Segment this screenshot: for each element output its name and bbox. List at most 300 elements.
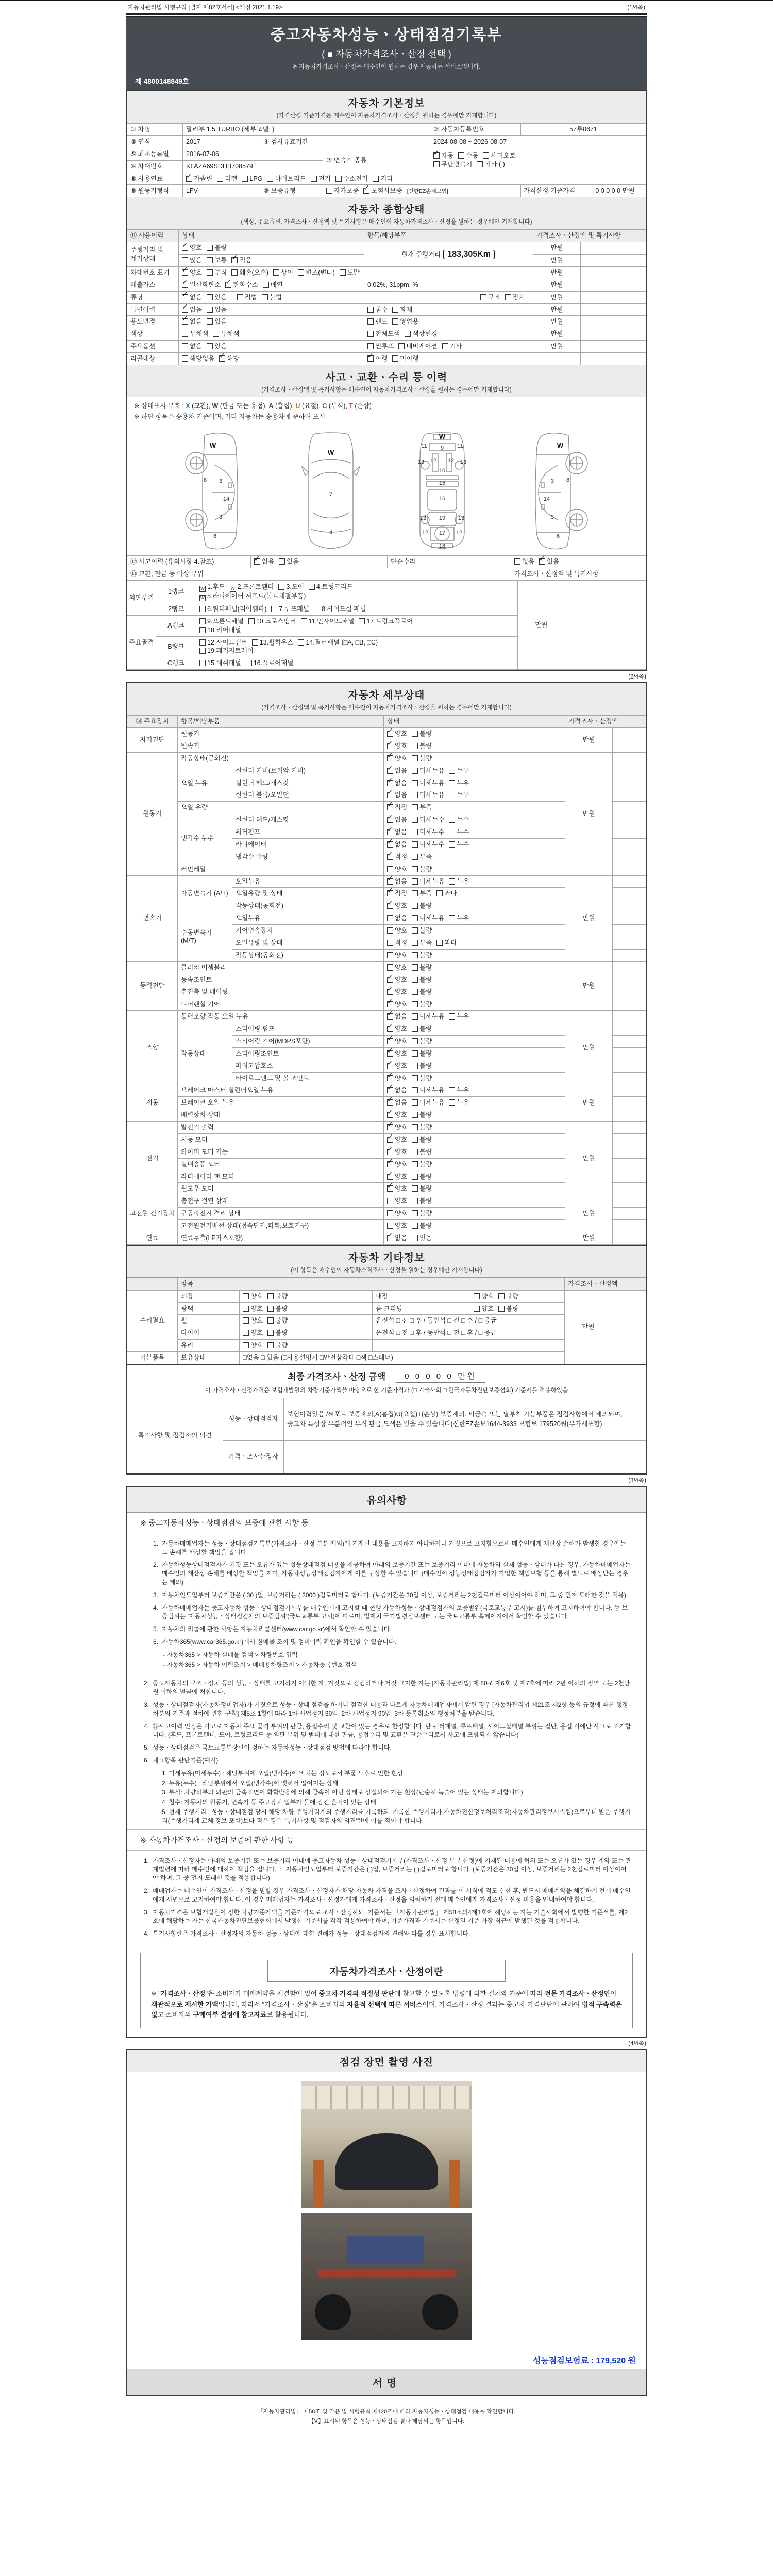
checkbox[interactable]	[412, 768, 418, 774]
item-name: 와이퍼 모터 기능	[178, 1146, 384, 1158]
checkbox-item	[480, 293, 500, 302]
checkbox[interactable]	[387, 841, 393, 848]
checkbox[interactable]	[449, 878, 455, 885]
checkbox[interactable]	[433, 161, 440, 167]
checkbox[interactable]	[387, 952, 393, 958]
diagram-label-16: 16	[439, 496, 446, 502]
checkbox[interactable]	[367, 318, 374, 325]
checkbox-label: 화재	[400, 306, 413, 313]
checkbox[interactable]	[449, 1087, 455, 1093]
checkbox[interactable]	[412, 866, 418, 872]
checkbox-item	[199, 659, 241, 668]
checkbox[interactable]	[267, 1330, 274, 1336]
checkbox-label: 양호	[395, 742, 408, 750]
checkbox-item	[412, 1025, 432, 1033]
item-name: 고전원전기배선 상태(접속단자,피복,보호기구)	[178, 1220, 384, 1232]
checkbox[interactable]	[387, 755, 393, 761]
checkbox[interactable]	[474, 1306, 480, 1312]
checkbox[interactable]	[392, 355, 398, 362]
checkbox[interactable]	[182, 318, 188, 325]
checkbox[interactable]	[231, 257, 238, 263]
notice-item-number: 3.	[143, 1701, 149, 1709]
item-name: 충전구 절연 상태	[178, 1195, 384, 1208]
checkbox-item	[387, 1160, 407, 1169]
checkbox[interactable]	[199, 648, 206, 654]
checkbox[interactable]	[387, 1099, 393, 1106]
checkbox[interactable]	[207, 269, 213, 276]
checkbox[interactable]	[398, 343, 405, 349]
checkbox[interactable]	[449, 915, 455, 921]
checkbox[interactable]	[412, 1050, 418, 1057]
checkbox[interactable]	[301, 618, 307, 624]
checkbox[interactable]	[243, 1306, 249, 1312]
checkbox[interactable]	[340, 269, 346, 276]
checkbox[interactable]	[412, 1198, 418, 1204]
checkbox[interactable]	[359, 618, 365, 624]
td-element	[581, 266, 646, 279]
checkbox-label: 전기	[318, 175, 331, 182]
checkbox[interactable]	[387, 1124, 393, 1130]
checkbox-item	[539, 557, 559, 566]
checkbox[interactable]	[412, 927, 418, 934]
checkbox[interactable]	[182, 355, 188, 362]
checkbox[interactable]	[387, 890, 393, 896]
td-element	[612, 1290, 646, 1364]
checkbox-item	[412, 767, 444, 775]
checkbox[interactable]	[182, 294, 188, 300]
checkbox[interactable]	[267, 1293, 274, 1299]
td-element	[613, 1220, 646, 1232]
checkbox[interactable]	[412, 792, 418, 798]
checkbox[interactable]	[387, 780, 393, 786]
checkbox-item	[230, 583, 274, 592]
checkbox[interactable]	[314, 606, 320, 612]
document-number: 제 4800148849호	[135, 78, 189, 86]
checkbox-item	[298, 638, 378, 647]
checkbox[interactable]	[387, 768, 393, 774]
td-element: 만원	[565, 1195, 613, 1232]
legend-part: (흠집),	[273, 402, 296, 410]
checkbox[interactable]	[182, 269, 188, 276]
checkbox[interactable]	[373, 176, 379, 182]
definition-segment: 구매여부 결정에 참고자료	[193, 2011, 267, 2019]
td-element	[581, 328, 646, 341]
checkbox-item	[449, 767, 469, 775]
definition-segment: 중고차 가격의 적절성 판단	[318, 1989, 395, 1997]
checkbox[interactable]	[182, 245, 188, 251]
checkbox[interactable]	[412, 964, 418, 971]
checkbox[interactable]	[387, 903, 393, 909]
checkbox[interactable]	[199, 660, 206, 666]
td-element	[613, 1060, 646, 1072]
tr-element	[127, 353, 646, 365]
checkbox[interactable]	[363, 188, 369, 194]
checkbox[interactable]	[207, 245, 213, 251]
td-element	[384, 740, 565, 752]
price-option-note: ※ 자동차가격조사ㆍ산정은 매수인이 원하는 경우 제공하는 서비스입니다.	[292, 64, 481, 70]
g-element	[544, 442, 569, 539]
checkbox[interactable]	[387, 1210, 393, 1216]
checkbox[interactable]	[387, 1149, 393, 1155]
td-element: 운전석 □ 전 □ 후 / 동반석 □ 전 □ 후 / □ 응급	[373, 1327, 565, 1340]
notice-item-text: 가격조사ㆍ산정자는 아래의 보증기간 또는 보증거리 이내에 중고자동차 성능ㆍ상태점검기록부(가격조사ㆍ산정 부분 한정)에 기재된 내용에 허위 또는 오류가 있는 경우 계약 또는 관계법령에 따라 매수인에 대하여 책임을 집니다. ㆍ 자동차인도일부터 보증기간은 ( )일, 보증거리는 ( )킬로미터로 합니다. (보증기간은 30일 이상, 보증거리는 2천킬로미터 이상이어야 하며, 그 중 먼저 도래한 것을 적용합니다)	[153, 1857, 632, 1882]
checkbox[interactable]	[412, 854, 418, 860]
checkbox[interactable]	[436, 890, 443, 896]
diagram-label-3: 3	[219, 478, 223, 485]
checkbox[interactable]: W	[230, 585, 235, 591]
checkbox[interactable]	[498, 1293, 505, 1299]
checkbox[interactable]	[182, 343, 188, 349]
checkbox-item	[505, 293, 525, 302]
td-element	[613, 1097, 646, 1109]
th-element: 상태	[179, 230, 364, 242]
tr-element	[127, 728, 646, 740]
diagram-label-6: 6	[213, 533, 217, 540]
checkbox[interactable]	[387, 915, 393, 921]
checkbox-label: 양호	[395, 1001, 408, 1008]
checkbox-item	[477, 160, 505, 169]
checkbox[interactable]	[387, 1235, 393, 1241]
checkbox[interactable]	[412, 1075, 418, 1081]
checkbox[interactable]	[271, 606, 277, 612]
checkbox-item	[242, 175, 262, 183]
tr-element	[127, 316, 646, 328]
checkbox[interactable]	[182, 331, 188, 337]
td-element	[613, 1232, 646, 1244]
checkbox-label: 없음	[395, 914, 408, 922]
checkbox[interactable]	[387, 792, 393, 798]
checkbox-label: LPG	[249, 175, 263, 182]
checkbox-item	[412, 976, 432, 985]
checkbox[interactable]	[207, 307, 213, 313]
checkbox-label: 양호	[395, 927, 408, 934]
checkbox[interactable]	[412, 1149, 418, 1155]
td-element	[613, 1035, 646, 1047]
checkbox[interactable]	[387, 1112, 393, 1118]
checkbox[interactable]	[243, 1317, 249, 1324]
checkbox[interactable]	[309, 584, 315, 590]
checkbox[interactable]	[252, 639, 258, 646]
checkbox[interactable]	[217, 176, 223, 182]
checkbox[interactable]	[237, 294, 243, 300]
td-element	[613, 863, 646, 875]
checkbox-item	[263, 281, 283, 290]
checkbox[interactable]	[412, 780, 418, 786]
checkbox-item	[243, 1329, 263, 1337]
legend-part: (교환),	[190, 402, 212, 410]
checkbox[interactable]	[367, 331, 374, 337]
checkbox[interactable]	[335, 176, 342, 182]
checkbox[interactable]	[412, 829, 418, 835]
tr-element	[127, 266, 646, 279]
checkbox[interactable]	[367, 307, 374, 313]
item-name: 커먼레일	[178, 863, 384, 875]
checkbox[interactable]	[225, 282, 231, 288]
checkbox[interactable]	[412, 841, 418, 848]
diagram-label-8: 8	[203, 477, 207, 484]
final-price-label: 최종 가격조사ㆍ산정 금액	[288, 1371, 386, 1382]
checkbox[interactable]	[505, 294, 511, 300]
checkbox[interactable]	[474, 1293, 480, 1299]
checkbox[interactable]	[387, 964, 393, 971]
checkbox[interactable]	[412, 731, 418, 737]
checkbox-label: 17.트렁크플로어	[366, 617, 413, 625]
checkbox[interactable]	[387, 1174, 393, 1180]
checkbox[interactable]	[387, 1161, 393, 1167]
checkbox[interactable]	[514, 558, 520, 565]
checkbox-label: 양호	[395, 1148, 408, 1156]
checkbox[interactable]	[186, 176, 192, 182]
checkbox-item	[298, 268, 335, 277]
checkbox[interactable]	[254, 558, 260, 565]
checkbox[interactable]	[458, 152, 464, 159]
notice-item-text: 자동차매매업자는 중고자동차 성능ㆍ상태점검기록부를 매수인에게 고지할 때 현행 자동차성능ㆍ상태점검자의 보증범위(국토교통부 고시)를 첨부하여 고지하여야 합니다. 동 보증범위는 '자동차성능ㆍ상태점검자의 보증범위'(국토교통부 고시)에 따르며, 법제처 국가법령정보센터 또는 국토교통부 홈페이지에서 확인할 수 있습니다.	[162, 1604, 628, 1620]
checkbox[interactable]	[412, 1013, 418, 1020]
checkbox[interactable]	[207, 318, 213, 325]
checkbox[interactable]	[412, 989, 418, 995]
td-element	[613, 900, 646, 912]
checkbox-item	[449, 828, 469, 837]
legend-part: ※ 상태표시 부호 :	[134, 402, 186, 410]
checkbox[interactable]	[387, 989, 393, 995]
checkbox-item	[474, 1292, 494, 1301]
checkbox[interactable]	[412, 1185, 418, 1192]
checkbox[interactable]	[392, 318, 398, 325]
checkbox[interactable]	[387, 977, 393, 983]
checkbox[interactable]	[412, 1161, 418, 1167]
checkbox[interactable]	[412, 804, 418, 810]
checkbox[interactable]	[207, 257, 213, 263]
checkbox[interactable]	[412, 1174, 418, 1180]
checkbox[interactable]	[199, 618, 206, 624]
checkbox[interactable]	[267, 1342, 274, 1348]
checkbox[interactable]	[449, 792, 455, 798]
checkbox-item	[449, 779, 469, 788]
checkbox[interactable]	[267, 176, 273, 182]
checkbox[interactable]	[278, 584, 284, 590]
checkbox[interactable]	[262, 294, 268, 300]
checkbox-item	[412, 1160, 432, 1169]
rank-label: 1랭크	[156, 581, 196, 603]
checkbox[interactable]	[387, 866, 393, 872]
detail-subtitle: (가격조사ㆍ산정액 및 특기사항은 매수인이 자동차가격조사ㆍ산정을 원하는 경우에만 기재합니다)	[261, 705, 512, 711]
item-name: 클러치 어셈블리	[178, 961, 384, 974]
checkbox[interactable]	[412, 755, 418, 761]
checkbox[interactable]	[449, 1099, 455, 1106]
notice-item-number: 4.	[153, 1604, 158, 1612]
td-element	[384, 1195, 565, 1208]
checkbox[interactable]	[279, 558, 285, 565]
checkbox-label: 9.프론트패널	[207, 617, 244, 625]
inspection-photo-1	[301, 2081, 472, 2208]
checkbox[interactable]	[242, 176, 248, 182]
checkbox[interactable]	[387, 1198, 393, 1204]
checkbox-label: 탄화수소	[233, 281, 258, 289]
checkbox[interactable]	[392, 307, 398, 313]
checkbox[interactable]	[412, 743, 418, 749]
checkbox-label: 부족	[419, 890, 432, 897]
checkbox[interactable]	[449, 1013, 455, 1020]
checkbox[interactable]	[387, 854, 393, 860]
checkbox[interactable]	[412, 1063, 418, 1069]
checkbox[interactable]	[298, 269, 304, 276]
checkbox[interactable]	[387, 731, 393, 737]
checkbox[interactable]	[246, 660, 252, 666]
checkbox[interactable]	[539, 558, 545, 565]
checkbox[interactable]	[412, 1087, 418, 1093]
checkbox[interactable]: W	[200, 585, 205, 591]
td-element	[384, 875, 565, 888]
checkbox[interactable]	[449, 841, 455, 848]
checkbox-label: 19.패키지트레이	[207, 647, 254, 655]
checkbox[interactable]	[412, 1001, 418, 1007]
checkbox[interactable]	[367, 343, 374, 349]
checkbox[interactable]	[311, 176, 317, 182]
checkbox[interactable]	[387, 743, 393, 749]
checkbox[interactable]	[387, 1087, 393, 1093]
checkbox[interactable]	[243, 1342, 249, 1348]
price-survey-definition-title: 자동차가격조사ㆍ산정이란	[267, 1960, 506, 1982]
checkbox[interactable]	[387, 1063, 393, 1069]
checkbox[interactable]	[387, 1223, 393, 1229]
checkbox[interactable]	[449, 780, 455, 786]
checkbox[interactable]	[412, 1210, 418, 1216]
checkbox[interactable]	[412, 1235, 418, 1241]
checkbox[interactable]	[449, 817, 455, 823]
checkbox[interactable]	[412, 1038, 418, 1044]
checkbox[interactable]	[412, 940, 418, 946]
checkbox[interactable]	[498, 1306, 505, 1312]
checkbox[interactable]	[387, 804, 393, 810]
tr-element	[127, 279, 646, 291]
checkbox[interactable]	[387, 817, 393, 823]
checkbox[interactable]	[219, 355, 225, 362]
checkbox[interactable]	[436, 940, 443, 946]
document-page	[126, 1, 647, 2427]
checkbox[interactable]	[387, 927, 393, 934]
checkbox[interactable]	[182, 257, 188, 263]
checkbox[interactable]	[267, 1317, 274, 1324]
checkbox[interactable]	[412, 890, 418, 896]
checkbox[interactable]	[412, 952, 418, 958]
checkbox[interactable]	[412, 1137, 418, 1143]
checkbox-label: 일산화탄소	[190, 281, 221, 289]
checkbox[interactable]	[387, 940, 393, 946]
checkbox[interactable]	[387, 1185, 393, 1192]
checkbox[interactable]	[405, 331, 411, 337]
checkbox[interactable]	[412, 903, 418, 909]
checkbox[interactable]	[248, 618, 255, 624]
checkbox[interactable]	[182, 282, 188, 288]
checkbox[interactable]	[412, 1099, 418, 1106]
checkbox-item	[199, 638, 247, 647]
diagram-label-W: W	[557, 442, 564, 450]
checkbox-label: 미세누유	[419, 1087, 445, 1094]
checkbox[interactable]	[367, 355, 374, 362]
checkbox-item	[213, 330, 239, 338]
checkbox[interactable]	[298, 639, 304, 646]
checkbox[interactable]	[412, 1223, 418, 1229]
checkbox[interactable]	[387, 1038, 393, 1044]
checkbox-item	[387, 828, 407, 837]
checkbox[interactable]	[273, 269, 279, 276]
checkbox[interactable]	[477, 161, 483, 167]
checkbox[interactable]	[387, 1050, 393, 1057]
checkbox[interactable]	[449, 768, 455, 774]
checkbox[interactable]	[263, 282, 269, 288]
checkbox[interactable]	[412, 1124, 418, 1130]
checkbox[interactable]	[387, 878, 393, 885]
checkbox-label: 8.사이드실 패널	[322, 605, 366, 613]
checkbox[interactable]	[387, 1026, 393, 1032]
checkbox[interactable]	[412, 977, 418, 983]
checkbox-label: 누유	[457, 1013, 469, 1021]
checkbox[interactable]	[387, 1137, 393, 1143]
checkbox[interactable]	[412, 817, 418, 823]
checkbox[interactable]	[483, 152, 489, 159]
checkbox-label: 7.루프패널	[279, 605, 310, 613]
checkbox[interactable]	[387, 1013, 393, 1020]
checkbox-label: 불량	[419, 1222, 432, 1229]
checkbox[interactable]	[199, 606, 206, 612]
checkbox[interactable]	[433, 152, 440, 159]
notice-item-number: 1.	[153, 1539, 158, 1547]
path-element	[204, 454, 237, 532]
tbody-element	[127, 1398, 646, 1473]
checkbox[interactable]	[326, 188, 332, 194]
checkbox[interactable]	[387, 829, 393, 835]
checkbox[interactable]	[243, 1330, 249, 1336]
item-name: 실린더 커버(로커암 커버)	[232, 765, 384, 777]
td-element	[613, 949, 646, 961]
checkbox[interactable]	[182, 307, 188, 313]
checkbox[interactable]	[231, 269, 238, 276]
checkbox[interactable]	[207, 294, 213, 300]
notice-item	[150, 1591, 632, 1600]
checkbox-item	[182, 342, 202, 351]
checkbox[interactable]	[267, 1306, 274, 1312]
appraiser-opinion-text	[284, 1440, 646, 1473]
checkbox[interactable]	[199, 639, 206, 646]
checkbox[interactable]	[449, 829, 455, 835]
checkbox[interactable]: W	[200, 595, 205, 600]
checkbox[interactable]	[412, 1112, 418, 1118]
checkbox-item	[412, 742, 432, 751]
checkbox[interactable]	[387, 1075, 393, 1081]
td-element	[613, 1158, 646, 1171]
checkbox[interactable]	[412, 878, 418, 885]
checkbox[interactable]	[243, 1293, 249, 1299]
checkbox[interactable]	[412, 915, 418, 921]
td-element	[364, 328, 533, 341]
checkbox[interactable]	[387, 1001, 393, 1007]
checkbox[interactable]	[207, 343, 213, 349]
path-element	[203, 433, 238, 549]
rank-label: C랭크	[156, 657, 196, 670]
checkbox-item	[412, 1000, 432, 1009]
checkbox[interactable]	[213, 331, 219, 337]
checkbox[interactable]	[199, 627, 206, 633]
checkbox-label: 양호	[250, 1304, 263, 1312]
td-element	[384, 777, 565, 789]
checkbox[interactable]	[442, 343, 448, 349]
checkbox-item	[182, 317, 202, 326]
checkbox[interactable]	[480, 294, 486, 300]
item-name: 윈도우 모터	[178, 1183, 384, 1195]
tr-element	[127, 716, 646, 728]
checkbox[interactable]	[412, 1026, 418, 1032]
checkbox-label: 양호	[395, 730, 408, 737]
